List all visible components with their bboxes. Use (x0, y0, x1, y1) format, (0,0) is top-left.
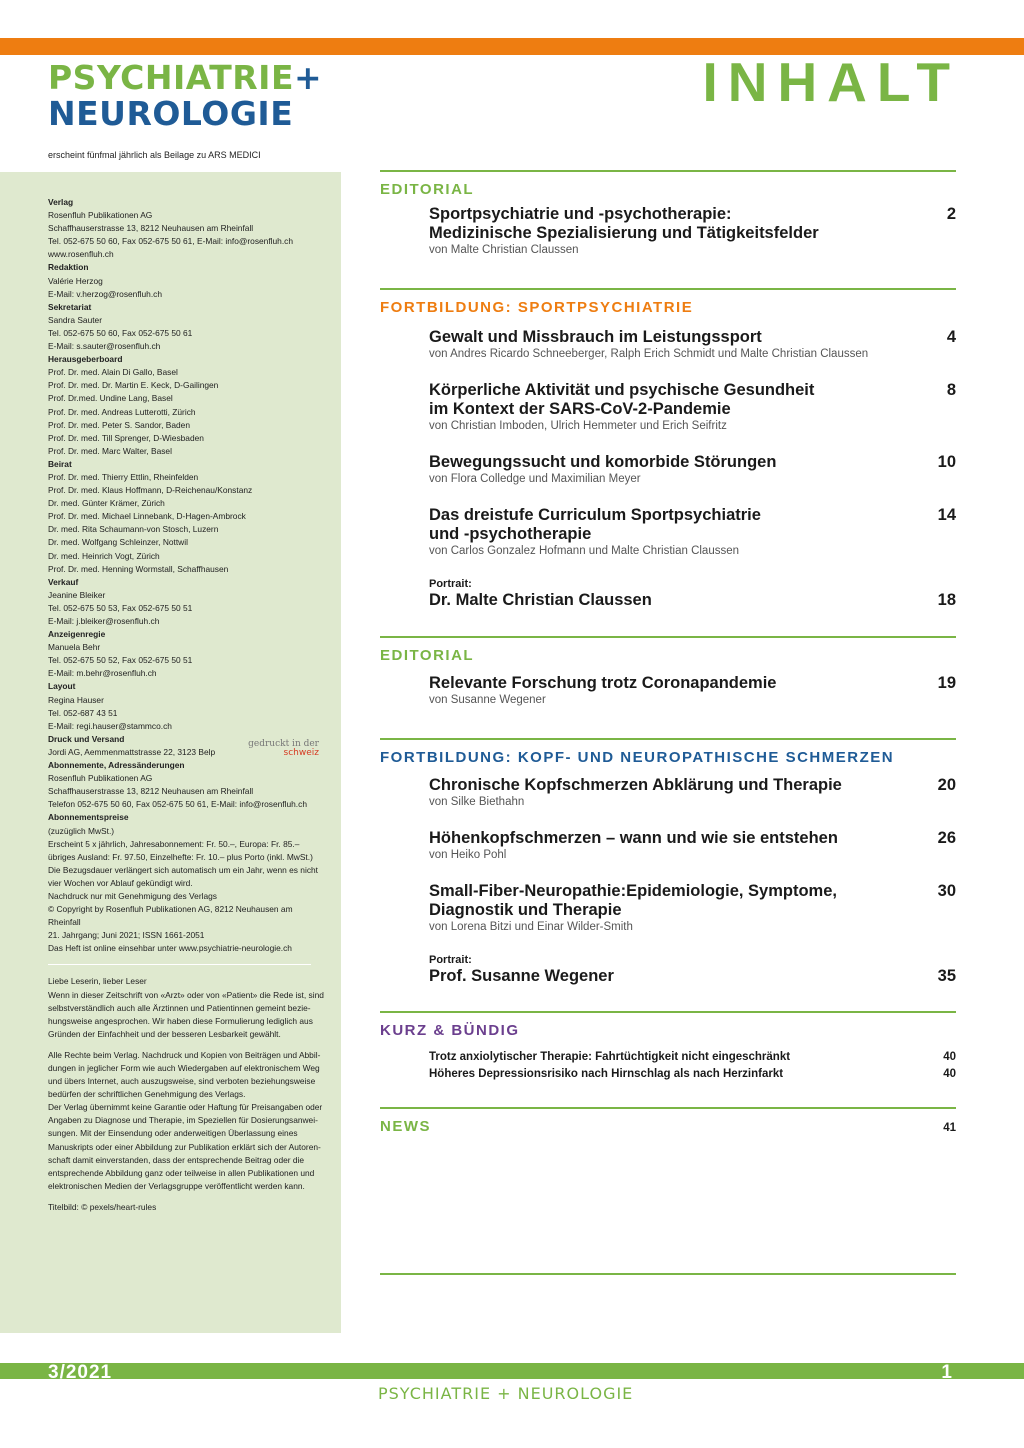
table-of-contents (380, 170, 956, 1275)
imprint-heading: Beirat (48, 458, 72, 469)
imprint-line: Prof. Dr. med. Peter S. Sandor, Baden (48, 419, 190, 430)
imprint-line: Tel. 052-675 50 60, Fax 052-675 50 61, E-Mail: info@rosenfluh.ch (48, 236, 294, 247)
short-entry-title: Höheres Depressionsrisiko nach Hirnschlag als nach Herzinfarkt (429, 1068, 784, 1080)
rights-line: bedürfen der schriftlichen Genehmigung des Verlags. (48, 1089, 246, 1100)
rights-line: Manuskripts oder einer Abbildung zur Publikation erklärt sich der Autoren- (48, 1141, 321, 1152)
imprint-line: Jordi AG, Aemmenmattstrasse 22, 3123 Belp (48, 746, 216, 757)
section-rule (380, 288, 956, 290)
news-page: 41 (943, 1122, 956, 1134)
entry-title: Körperliche Aktivität und psychische Gesundheit im Kontext der SARS-CoV-2-Pandemie (429, 381, 815, 418)
printed-in-switzerland-logo (248, 740, 325, 758)
imprint-line: Dr. med. Wolfgang Schleinzer, Nottwil (48, 537, 188, 548)
entry-author: von Malte Christian Claussen (429, 244, 579, 256)
imprint-sidebar (0, 172, 341, 1333)
imprint-line: Prof. Dr.med. Undine Lang, Basel (48, 393, 173, 404)
entry-page: 4 (946, 328, 956, 346)
toc-entry[interactable] (429, 674, 956, 708)
imprint-line: Schaffhauserstrasse 13, 8212 Neuhausen am Rheinfall (48, 223, 254, 234)
toc-entry[interactable] (429, 381, 956, 434)
entry-author: von Andres Ricardo Schneeberger, Ralph Erich Schmidt und Malte Christian Claussen (429, 348, 869, 360)
page-number: 1 (941, 1362, 952, 1383)
reader-note-line: hungsweise angesprochen. Wir haben diese Formulierung lediglich aus (48, 1015, 313, 1026)
sidebar-divider (48, 964, 311, 965)
tagline: erscheint fünfmal jährlich als Beilage zu ARS MEDICI (48, 150, 261, 160)
imprint-heading: Verkauf (48, 576, 79, 587)
imprint-heading: Layout (48, 681, 76, 692)
entry-title: Prof. Susanne Wegener (429, 967, 614, 985)
portrait-label: Portrait: (429, 954, 472, 966)
imprint-line: 21. Jahrgang; Juni 2021; ISSN 1661-2051 (48, 930, 205, 941)
imprint-line: Prof. Dr. med. Andreas Lutterotti, Zürich (48, 406, 196, 417)
toc-entry[interactable] (429, 506, 956, 559)
reader-note-line: Wenn in dieser Zeitschrift von «Arzt» oder von «Patient» die Rede ist, sind (48, 989, 324, 1000)
imprint-heading: Redaktion (48, 262, 89, 273)
imprint-line: © Copyright by Rosenfluh Publikationen AG, 8212 Neuhausen am Rheinfall (48, 904, 293, 928)
imprint-line: Schaffhauserstrasse 13, 8212 Neuhausen am Rheinfall (48, 786, 254, 797)
journal-logo (48, 60, 322, 132)
short-entry-page: 40 (943, 1051, 956, 1063)
section-title-schmerzen: FORTBILDUNG: KOPF- UND NEUROPATHISCHE SCHMERZEN (380, 749, 895, 766)
footer-journal-name: PSYCHIATRIE + NEUROLOGIE (378, 1384, 634, 1403)
imprint-line: Regina Hauser (48, 694, 104, 705)
entry-page: 35 (937, 967, 956, 985)
imprint-line: E-Mail: m.behr@rosenfluh.ch (48, 668, 157, 679)
portrait-label: Portrait: (429, 578, 472, 590)
entry-author: von Carlos Gonzalez Hofmann und Malte Christian Claussen (429, 545, 740, 557)
reader-note-line: Liebe Leserin, lieber Leser (48, 976, 147, 987)
logo-word-psychiatrie: PSYCHIATRIE (48, 58, 295, 97)
imprint-heading: Sekretariat (48, 301, 92, 312)
section-title-editorial: EDITORIAL (380, 181, 475, 198)
toc-entry-portrait[interactable] (429, 578, 956, 610)
toc-entry-portrait[interactable] (429, 954, 956, 986)
entry-title: Gewalt und Missbrauch im Leistungssport (429, 328, 762, 346)
rights-line: Angaben zu Diagnose und Therapie, im Speziellen für Dosierungsanwei- (48, 1115, 318, 1126)
entry-page: 10 (937, 453, 956, 471)
imprint-line: Telefon 052-675 50 60, Fax 052-675 50 61, E-Mail: info@rosenfluh.ch (48, 799, 307, 810)
imprint-line: Tel. 052-687 43 51 (48, 707, 118, 718)
rights-line: Der Verlag übernimmt keine Garantie oder Haftung für Preisangaben oder (48, 1102, 323, 1113)
entry-page: 18 (937, 591, 956, 609)
imprint-heading: Herausgeberboard (48, 354, 123, 365)
imprint-line: Tel. 052-675 50 60, Fax 052-675 50 61 (48, 327, 193, 338)
entry-title: Bewegungssucht und komorbide Störungen (429, 453, 777, 471)
rights-line: elektronischen Medien der Verlagsgruppe veröffentlicht werden kann. (48, 1180, 305, 1191)
entry-title: Dr. Malte Christian Claussen (429, 591, 652, 609)
entry-page: 19 (937, 674, 956, 692)
entry-title: Small-Fiber-Neuropathie:Epidemiologie, Symptome, Diagnostik und Therapie (429, 882, 837, 919)
entry-title: Sportpsychiatrie und -psychotherapie: Medizinische Spezialisierung und Tätigkeitsfelder (429, 205, 819, 242)
imprint-heading: Abonnementspreise (48, 812, 129, 823)
rights-line: dungen in jeglicher Form wie auch Wiedergaben auf elektronischem Weg (48, 1063, 320, 1073)
section-rule (380, 1011, 956, 1013)
section-title-news: NEWS (380, 1118, 431, 1135)
gedruckt-text: gedruckt in der (248, 738, 319, 749)
imprint-line: Dr. med. Heinrich Vogt, Zürich (48, 550, 160, 561)
entry-page: 2 (946, 205, 956, 223)
toc-short-entry[interactable] (429, 1049, 956, 1066)
page-title: INHALT (702, 51, 960, 113)
imprint-heading: Druck und Versand (48, 733, 125, 744)
section-rule (380, 1273, 956, 1275)
toc-short-entry[interactable] (429, 1066, 956, 1083)
entry-author: von Susanne Wegener (429, 694, 546, 706)
rights-line: sungen. Mit der Einsendung oder anderweitigen Überlassung eines (48, 1128, 298, 1139)
short-entry-title: Trotz anxiolytischer Therapie: Fahrtüchtigkeit nicht eingeschränkt (429, 1051, 791, 1063)
rights-line: und übers Internet, auch auszugsweise, sind verboten beziehungsweise (48, 1076, 316, 1087)
entry-page: 8 (946, 381, 956, 399)
section-title-sportpsychiatrie: FORTBILDUNG: SPORTPSYCHIATRIE (380, 299, 694, 316)
imprint-line: Rosenfluh Publikationen AG (48, 210, 153, 221)
imprint-line: E-Mail: j.bleiker@rosenfluh.ch (48, 616, 160, 626)
entry-page: 14 (937, 506, 956, 524)
section-rule (380, 738, 956, 740)
imprint-line: Prof. Dr. med. Klaus Hoffmann, D-Reichenau/Konstanz (48, 485, 253, 496)
imprint-line: Prof. Dr. med. Till Sprenger, D-Wiesbaden (48, 432, 204, 443)
imprint-line: Prof. Dr. med. Henning Wormstall, Schaffhausen (48, 563, 229, 574)
entry-author: von Heiko Pohl (429, 849, 507, 861)
imprint-line: E-Mail: s.sauter@rosenfluh.ch (48, 341, 161, 352)
toc-news-entry[interactable] (380, 1118, 956, 1135)
toc-entry[interactable] (429, 776, 956, 810)
imprint-line: Prof. Dr. med. Thierry Ettlin, Rheinfelden (48, 471, 199, 482)
logo-plus: + (294, 58, 323, 97)
imprint-line: Tel. 052-675 50 52, Fax 052-675 50 51 (48, 655, 193, 666)
toc-entry[interactable] (429, 453, 956, 487)
entry-title: Relevante Forschung trotz Coronapandemie (429, 674, 777, 692)
imprint-line: Prof. Dr. med. Dr. Martin E. Keck, D-Gailingen (48, 380, 219, 391)
imprint-line: Nachdruck nur mit Genehmigung des Verlags (48, 890, 217, 901)
short-entry-page: 40 (943, 1068, 956, 1080)
section-rule (380, 1107, 956, 1109)
entry-author: von Lorena Bitzi und Einar Wilder-Smith (429, 921, 633, 933)
imprint-line: Dr. med. Rita Schaumann-von Stosch, Luzern (48, 524, 219, 535)
reader-note-line: Gründen der Einfachheit und der besseren Lesbarkeit gewählt. (48, 1028, 281, 1039)
imprint-line: Dr. med. Günter Krämer, Zürich (48, 498, 165, 509)
toc-entry[interactable] (429, 829, 956, 863)
imprint-line: (zuzüglich MwSt.) (48, 825, 115, 836)
rights-line: schaft damit einverstanden, dass der entsprechende Beitrag oder die (48, 1154, 305, 1165)
rights-line: entsprechende Abbildung ganz oder teilweise in allen Publikationen und (48, 1167, 315, 1178)
bottom-color-bar (0, 1363, 1024, 1379)
toc-entry[interactable] (429, 205, 956, 258)
toc-entry[interactable] (429, 882, 956, 935)
entry-page: 26 (937, 829, 956, 847)
imprint-heading: Anzeigenregie (48, 629, 106, 640)
section-rule (380, 636, 956, 638)
issue-number: 3/2021 (48, 1362, 113, 1383)
imprint-line: Rosenfluh Publikationen AG (48, 773, 153, 784)
imprint-line: Prof. Dr. med. Marc Walter, Basel (48, 445, 172, 456)
section-title-kurz-buendig: KURZ & BÜNDIG (380, 1022, 520, 1039)
entry-author: von Christian Imboden, Ulrich Hemmeter und Erich Seifritz (429, 420, 727, 432)
imprint-line: Erscheint 5 x jährlich, Jahresabonnement: Fr. 50.–, Europa: Fr. 85.– (48, 838, 300, 849)
imprint-line: www.rosenfluh.ch (48, 249, 114, 260)
imprint-heading: Abonnemente, Adressänderungen (48, 760, 185, 771)
imprint-line: übriges Ausland: Fr. 97.50, Einzelhefte: Fr. 10.– plus Porto (inkl. MwSt.) (48, 851, 313, 862)
entry-title: Chronische Kopfschmerzen Abklärung und Therapie (429, 776, 842, 794)
entry-author: von Silke Biethahn (429, 796, 525, 808)
imprint-line: Die Bezugsdauer verlängert sich automatisch um ein Jahr, wenn es nicht (48, 864, 319, 875)
imprint-line: Prof. Dr. med. Michael Linnebank, D-Hagen-Ambrock (48, 511, 246, 522)
rights-line: Alle Rechte beim Verlag. Nachdruck und Kopien von Beiträgen und Abbil- (48, 1049, 321, 1060)
entry-author: von Flora Colledge und Maximilian Meyer (429, 473, 641, 485)
cover-credit: Titelbild: © pexels/heart-rules (48, 1201, 157, 1212)
imprint-line: Sandra Sauter (48, 314, 103, 325)
imprint-line: E-Mail: regi.hauser@stammco.ch (48, 720, 172, 731)
section-title-editorial: EDITORIAL (380, 647, 475, 664)
imprint-line: Tel. 052-675 50 53, Fax 052-675 50 51 (48, 602, 193, 613)
entry-title: Das dreistufe Curriculum Sportpsychiatrie und -psychotherapie (429, 506, 761, 543)
imprint-heading: Verlag (48, 197, 74, 207)
imprint-line: E-Mail: v.herzog@rosenfluh.ch (48, 288, 163, 299)
toc-entry[interactable] (429, 328, 956, 362)
schweiz-text: schweiz (283, 747, 319, 758)
imprint-line: Das Heft ist online einsehbar unter www.psychiatrie-neurologie.ch (48, 943, 292, 954)
entry-page: 30 (937, 882, 956, 900)
section-rule (380, 170, 956, 172)
imprint-line: Prof. Dr. med. Alain Di Gallo, Basel (48, 367, 178, 378)
entry-page: 20 (937, 776, 956, 794)
logo-word-neurologie: NEUROLOGIE (48, 94, 294, 133)
imprint-line: Manuela Behr (48, 642, 101, 653)
imprint-line: Jeanine Bleiker (48, 589, 106, 600)
reader-note-line: selbstverständlich auch alle Ärztinnen und Patientinnen gemeint bezie- (48, 1002, 311, 1013)
imprint-line: Valérie Herzog (48, 275, 103, 286)
entry-title: Höhenkopfschmerzen – wann und wie sie entstehen (429, 829, 838, 847)
imprint-line: vier Wochen vor Ablauf gekündigt wird. (48, 877, 193, 888)
